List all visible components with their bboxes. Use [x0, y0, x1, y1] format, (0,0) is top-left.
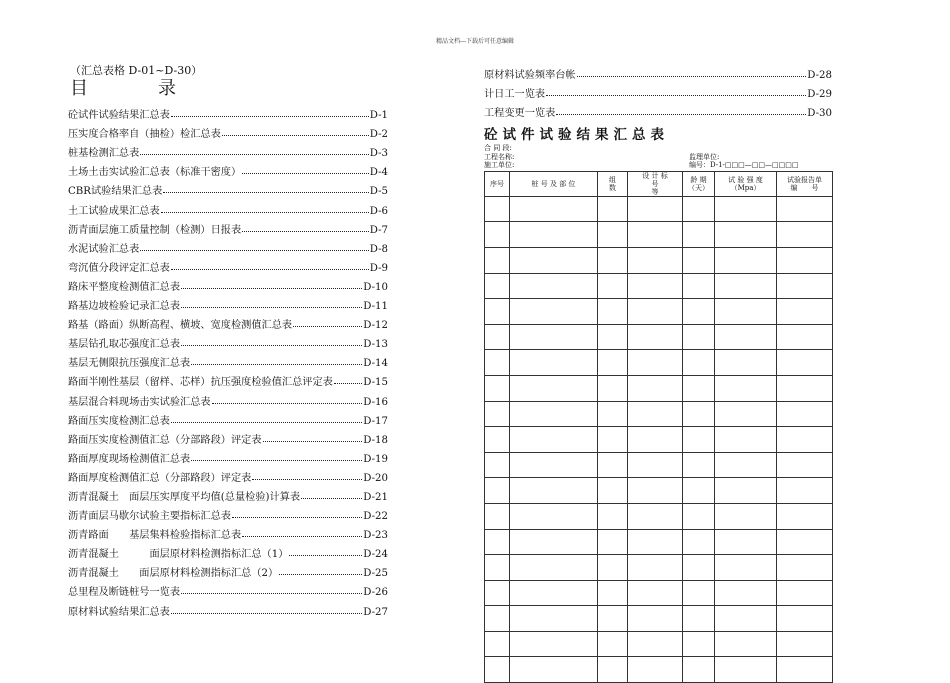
table-cell[interactable] [715, 631, 777, 657]
table-cell[interactable] [598, 452, 628, 478]
table-cell[interactable] [683, 452, 715, 478]
toc-item-label: 路面厚度检测值汇总（分部路段）评定表 [68, 472, 252, 484]
toc-leader-dots [181, 593, 362, 594]
table-row [485, 529, 833, 555]
toc-leader-dots [242, 231, 369, 232]
toc-item-label: 路面压实度检测汇总表 [68, 415, 170, 427]
table-cell[interactable] [777, 427, 833, 453]
toc-item-label: 土工试验成果汇总表 [68, 205, 160, 217]
table-cell[interactable] [683, 375, 715, 401]
toc-leader-dots [577, 76, 807, 77]
table-cell[interactable] [598, 427, 628, 453]
toc-leader-dots [181, 345, 362, 346]
toc-item[interactable] [68, 465, 388, 484]
toc-item-label: 沥青混凝土 面层原材料检测指标汇总（2） [68, 568, 279, 580]
table-cell[interactable] [485, 503, 510, 529]
table-cell[interactable] [683, 503, 715, 529]
table-row [485, 222, 833, 248]
table-cell[interactable] [715, 580, 777, 606]
toc-item-code: D-2 [369, 129, 388, 141]
toc-leader-dots [232, 517, 362, 518]
table-cell[interactable] [510, 529, 598, 555]
toc-item-code: D-24 [363, 549, 388, 561]
table-cell[interactable] [598, 324, 628, 350]
table-cell[interactable] [510, 427, 598, 453]
toc-continued-list [484, 62, 832, 119]
results-table [484, 171, 833, 683]
table-cell[interactable] [777, 196, 833, 222]
table-cell[interactable] [628, 401, 683, 427]
column-header: 设 计 标 号 等 [628, 171, 683, 196]
table-cell[interactable] [683, 580, 715, 606]
toc-item-code: D-11 [363, 301, 388, 313]
toc-item-label: 路面厚度现场检测值汇总表 [68, 453, 191, 465]
table-cell[interactable] [598, 247, 628, 273]
toc-item-label: 土场土击实试验汇总表（标准干密度） [68, 167, 242, 179]
table-row [485, 555, 833, 581]
toc-item-code: D-17 [363, 415, 388, 427]
table-cell[interactable] [683, 657, 715, 683]
toc-item-code: D-1 [369, 110, 388, 122]
toc-item-code: D-6 [369, 205, 388, 217]
column-header: 试 验 强 度 （Mpa） [715, 171, 777, 196]
table-row [485, 247, 833, 273]
toc-leader-dots [212, 403, 363, 404]
toc-leader-dots [301, 498, 362, 499]
table-cell[interactable] [777, 631, 833, 657]
toc-item-code: D-16 [363, 396, 388, 408]
toc-leader-dots [546, 95, 806, 96]
table-cell[interactable] [683, 324, 715, 350]
toc-item-code: D-13 [363, 339, 388, 351]
table-cell[interactable] [628, 299, 683, 325]
table-cell[interactable] [598, 580, 628, 606]
toc-leader-dots [171, 422, 362, 423]
table-cell[interactable] [598, 606, 628, 632]
table-cell[interactable] [628, 324, 683, 350]
toc-item-code: D-4 [369, 167, 388, 179]
table-cell[interactable] [510, 247, 598, 273]
table-cell[interactable] [628, 350, 683, 376]
table-cell[interactable] [683, 401, 715, 427]
toc-leader-dots [140, 154, 368, 155]
table-cell[interactable] [715, 222, 777, 248]
table-cell[interactable] [485, 555, 510, 581]
table-cell[interactable] [715, 324, 777, 350]
toc-item[interactable] [68, 121, 388, 140]
toc-leader-dots [334, 383, 362, 384]
toc-item-code: D-28 [807, 70, 832, 82]
table-cell[interactable] [510, 555, 598, 581]
toc-leader-dots [242, 536, 362, 537]
toc-leader-dots [293, 326, 362, 327]
toc-item-code: D-15 [363, 377, 388, 389]
table-cell[interactable] [777, 478, 833, 504]
toc-item-code: D-12 [363, 320, 388, 332]
table-cell[interactable] [510, 222, 598, 248]
toc-leader-dots [161, 212, 369, 213]
table-cell[interactable] [777, 222, 833, 248]
table-cell[interactable] [510, 273, 598, 299]
toc-item[interactable] [68, 388, 388, 407]
table-cell[interactable] [485, 427, 510, 453]
column-header: 试验报告单 编 号 [777, 171, 833, 196]
table-row [485, 273, 833, 299]
table-cell[interactable] [628, 657, 683, 683]
builder-label: 施工单位: [484, 161, 515, 170]
table-cell[interactable] [715, 299, 777, 325]
toc-item-code: D-30 [807, 108, 832, 120]
table-cell[interactable] [598, 529, 628, 555]
table-cell[interactable] [510, 375, 598, 401]
toc-item-label: 沥青面层马歇尔试验主要指标汇总表 [68, 511, 231, 523]
table-cell[interactable] [510, 350, 598, 376]
table-cell[interactable] [485, 478, 510, 504]
table-cell[interactable] [777, 606, 833, 632]
table-cell[interactable] [598, 299, 628, 325]
toc-item-label: 基层钻孔取芯强度汇总表 [68, 339, 181, 351]
toc-item[interactable] [68, 331, 388, 350]
toc-item-code: D-3 [369, 148, 388, 160]
toc-item-code: D-8 [369, 243, 388, 255]
table-cell[interactable] [683, 350, 715, 376]
table-cell[interactable] [485, 580, 510, 606]
table-cell[interactable] [628, 478, 683, 504]
table-cell[interactable] [598, 478, 628, 504]
table-cell[interactable] [683, 555, 715, 581]
toc-item[interactable] [68, 217, 388, 236]
table-cell[interactable] [683, 247, 715, 273]
toc-leader-dots [242, 173, 369, 174]
toc-leader-dots [279, 574, 362, 575]
toc-item[interactable] [68, 178, 388, 197]
table-cell[interactable] [485, 299, 510, 325]
table-row [485, 196, 833, 222]
table-row [485, 657, 833, 683]
table-cell[interactable] [628, 196, 683, 222]
right-section [484, 62, 832, 683]
table-cell[interactable] [510, 657, 598, 683]
toc-item[interactable] [484, 100, 832, 119]
toc-item-label: 弯沉值分段评定汇总表 [68, 262, 170, 274]
toc-item[interactable] [484, 81, 832, 100]
table-cell[interactable] [715, 657, 777, 683]
table-cell[interactable] [598, 273, 628, 299]
toc-leader-dots [252, 479, 362, 480]
toc-item[interactable] [68, 446, 388, 465]
toc-item-label: 沥青混凝土 面层原材料检测指标汇总（1） [68, 549, 289, 561]
table-cell[interactable] [715, 503, 777, 529]
table-cell[interactable] [510, 631, 598, 657]
table-cell[interactable] [777, 324, 833, 350]
table-cell[interactable] [777, 555, 833, 581]
table-cell[interactable] [628, 375, 683, 401]
table-cell[interactable] [598, 196, 628, 222]
table-cell[interactable] [683, 631, 715, 657]
table-cell[interactable] [628, 555, 683, 581]
table-cell[interactable] [777, 580, 833, 606]
table-cell[interactable] [485, 222, 510, 248]
table-cell[interactable] [628, 427, 683, 453]
table-cell[interactable] [715, 350, 777, 376]
table-cell[interactable] [598, 555, 628, 581]
table-cell[interactable] [485, 657, 510, 683]
table-row [485, 452, 833, 478]
toc-item[interactable] [68, 236, 388, 255]
toc-item-label: 路基边坡检验记录汇总表 [68, 301, 181, 313]
table-cell[interactable] [715, 247, 777, 273]
table-cell[interactable] [683, 273, 715, 299]
toc-leader-dots [289, 555, 362, 556]
table-cell[interactable] [510, 606, 598, 632]
table-cell[interactable] [683, 299, 715, 325]
table-cell[interactable] [777, 503, 833, 529]
toc-item-code: D-18 [363, 434, 388, 446]
toc-item[interactable] [68, 541, 388, 560]
toc-item-label: 沥青混凝土 面层压实厚度平均值(总量检验)计算表 [68, 491, 301, 503]
column-header: 序号 [485, 171, 510, 196]
toc-item-code: D-22 [363, 511, 388, 523]
table-cell[interactable] [598, 657, 628, 683]
table-cell[interactable] [715, 452, 777, 478]
table-cell[interactable] [598, 350, 628, 376]
table-cell[interactable] [598, 375, 628, 401]
table-cell[interactable] [777, 401, 833, 427]
column-header: 组 数 [598, 171, 628, 196]
toc-item-label: 路床平整度检测值汇总表 [68, 281, 181, 293]
table-cell[interactable] [777, 350, 833, 376]
toc-item[interactable] [68, 102, 388, 121]
table-row [485, 503, 833, 529]
table-cell[interactable] [598, 222, 628, 248]
table-cell[interactable] [628, 247, 683, 273]
table-cell[interactable] [598, 631, 628, 657]
toc-item-label: 砼试件试验结果汇总表 [68, 110, 170, 122]
table-cell[interactable] [777, 299, 833, 325]
form-title: 砼试件试验结果汇总表 [484, 127, 669, 144]
toc-item-label: 计日工一览表 [484, 89, 546, 101]
toc-item-label: 原材料试验结果汇总表 [68, 606, 170, 618]
toc-item-code: D-29 [807, 89, 832, 101]
table-cell[interactable] [628, 452, 683, 478]
toc-item[interactable] [68, 598, 388, 617]
table-cell[interactable] [485, 631, 510, 657]
toc-leader-dots [222, 135, 369, 136]
table-cell[interactable] [777, 657, 833, 683]
toc-leader-dots [181, 307, 362, 308]
table-cell[interactable] [485, 452, 510, 478]
toc-item[interactable] [68, 579, 388, 598]
toc-item-code: D-10 [363, 281, 388, 293]
table-cell[interactable] [683, 478, 715, 504]
table-cell[interactable] [777, 247, 833, 273]
table-cell[interactable] [628, 606, 683, 632]
form-meta [484, 144, 832, 170]
toc-item-label: 基层无侧限抗压强度汇总表 [68, 358, 191, 370]
toc-leader-dots [171, 116, 369, 117]
toc-item[interactable] [68, 350, 388, 369]
table-cell[interactable] [628, 631, 683, 657]
table-cell[interactable] [485, 401, 510, 427]
toc-leader-dots [171, 269, 369, 270]
table-cell[interactable] [510, 478, 598, 504]
table-cell[interactable] [683, 606, 715, 632]
table-cell[interactable] [777, 375, 833, 401]
table-cell[interactable] [628, 273, 683, 299]
table-cell[interactable] [683, 196, 715, 222]
toc-item[interactable] [68, 522, 388, 541]
toc-item-label: 沥青面层施工质量控制（检测）日报表 [68, 224, 242, 236]
toc-list [68, 102, 388, 618]
toc-item-code: D-23 [363, 530, 388, 542]
table-row [485, 299, 833, 325]
toc-item-code: D-25 [363, 568, 388, 580]
toc-item-label: 路基（路面）纵断高程、横坡、宽度检测值汇总表 [68, 320, 293, 332]
table-row [485, 580, 833, 606]
table-cell[interactable] [510, 299, 598, 325]
table-cell[interactable] [715, 427, 777, 453]
table-row [485, 606, 833, 632]
toc-item-code: D-14 [363, 358, 388, 370]
table-cell[interactable] [598, 503, 628, 529]
toc-item-code: D-7 [369, 224, 388, 236]
table-row [485, 324, 833, 350]
table-cell[interactable] [485, 350, 510, 376]
table-body [485, 196, 833, 682]
toc-leader-dots [163, 192, 368, 193]
toc-item-code: D-19 [363, 453, 388, 465]
toc-item[interactable] [68, 159, 388, 178]
toc-item-label: 沥青路面 基层集料检验指标汇总表 [68, 530, 242, 542]
header-note: 精品文档---下载后可任意编辑 [435, 38, 515, 45]
table-row [485, 350, 833, 376]
table-cell[interactable] [510, 580, 598, 606]
table-cell[interactable] [485, 196, 510, 222]
table-header-row [485, 171, 833, 196]
table-cell[interactable] [598, 401, 628, 427]
table-row [485, 427, 833, 453]
toc-item-code: D-9 [369, 262, 388, 274]
table-row [485, 631, 833, 657]
toc-leader-dots [181, 288, 362, 289]
number-label: 编号：D-1-□□□—□□—□□□□ [689, 161, 799, 170]
toc-item-label: 桩基检测汇总表 [68, 148, 140, 160]
table-row [485, 375, 833, 401]
toc-item[interactable] [68, 255, 388, 274]
toc-item[interactable] [68, 197, 388, 216]
table-cell[interactable] [510, 196, 598, 222]
table-cell[interactable] [485, 273, 510, 299]
supervisor-label: 监理单位: [689, 152, 720, 161]
toc-item-code: D-26 [363, 587, 388, 599]
toc-item-label: 总里程及断链桩号一览表 [68, 587, 181, 599]
table-cell[interactable] [485, 529, 510, 555]
toc-item-label: CBR试验结果汇总表 [68, 186, 163, 198]
table-cell[interactable] [510, 503, 598, 529]
toc-leader-dots [191, 460, 362, 461]
table-cell[interactable] [715, 196, 777, 222]
toc-subtitle: （汇总表格 D-01~D-30） [70, 64, 203, 77]
table-row [485, 401, 833, 427]
toc-item-code: D-20 [363, 472, 388, 484]
table-cell[interactable] [628, 222, 683, 248]
table-cell[interactable] [715, 529, 777, 555]
table-row [485, 478, 833, 504]
table-cell[interactable] [485, 247, 510, 273]
project-label: 工程名称: [484, 152, 515, 161]
toc-leader-dots [140, 250, 368, 251]
toc-item-label: 水泥试验汇总表 [68, 243, 140, 255]
table-cell[interactable] [715, 606, 777, 632]
toc-item-label: 压实度合格率自（抽检）检汇总表 [68, 129, 221, 141]
toc-item-label: 工程变更一览表 [484, 108, 556, 120]
contract-label: 合 同 段: [484, 144, 512, 153]
table-cell[interactable] [683, 222, 715, 248]
toc-item-label: 基层混合料现场击实试验汇总表 [68, 396, 211, 408]
toc-item[interactable] [68, 140, 388, 159]
toc-item[interactable] [68, 484, 388, 503]
table-cell[interactable] [628, 529, 683, 555]
toc-item[interactable] [68, 312, 388, 331]
table-cell[interactable] [485, 375, 510, 401]
table-cell[interactable] [777, 529, 833, 555]
toc-item-label: 原材料试验频率台帐 [484, 70, 576, 82]
table-cell[interactable] [683, 529, 715, 555]
toc-leader-dots [191, 364, 362, 365]
column-header: 桩 号 及 部 位 [510, 171, 598, 196]
column-header: 龄 期 （天） [683, 171, 715, 196]
toc-item[interactable] [68, 274, 388, 293]
toc-item-label: 路面压实度检测值汇总（分部路段）评定表 [68, 434, 262, 446]
toc-title: 目 录 [70, 78, 202, 99]
table-cell[interactable] [510, 324, 598, 350]
table-cell[interactable] [715, 478, 777, 504]
table-cell[interactable] [628, 580, 683, 606]
table-cell[interactable] [715, 375, 777, 401]
table-cell[interactable] [485, 606, 510, 632]
table-cell[interactable] [777, 273, 833, 299]
toc-item[interactable] [68, 503, 388, 522]
table-cell[interactable] [715, 401, 777, 427]
toc-item[interactable] [68, 408, 388, 427]
toc-item[interactable] [68, 427, 388, 446]
table-cell[interactable] [715, 555, 777, 581]
toc-section [68, 62, 388, 618]
table-cell[interactable] [715, 273, 777, 299]
toc-item[interactable] [68, 369, 388, 388]
toc-item-label: 路面半刚性基层（留样、芯样）抗压强度检验值汇总评定表 [68, 377, 333, 389]
toc-item[interactable] [484, 62, 832, 81]
table-cell[interactable] [510, 401, 598, 427]
table-cell[interactable] [485, 324, 510, 350]
table-cell[interactable] [628, 503, 683, 529]
table-cell[interactable] [777, 452, 833, 478]
toc-leader-dots [263, 441, 363, 442]
toc-item-code: D-21 [363, 491, 388, 503]
toc-item[interactable] [68, 560, 388, 579]
toc-item-code: D-5 [369, 186, 388, 198]
toc-item[interactable] [68, 293, 388, 312]
toc-leader-dots [556, 114, 806, 115]
toc-leader-dots [171, 613, 362, 614]
toc-item-code: D-27 [363, 606, 388, 618]
table-cell[interactable] [510, 452, 598, 478]
table-cell[interactable] [683, 427, 715, 453]
